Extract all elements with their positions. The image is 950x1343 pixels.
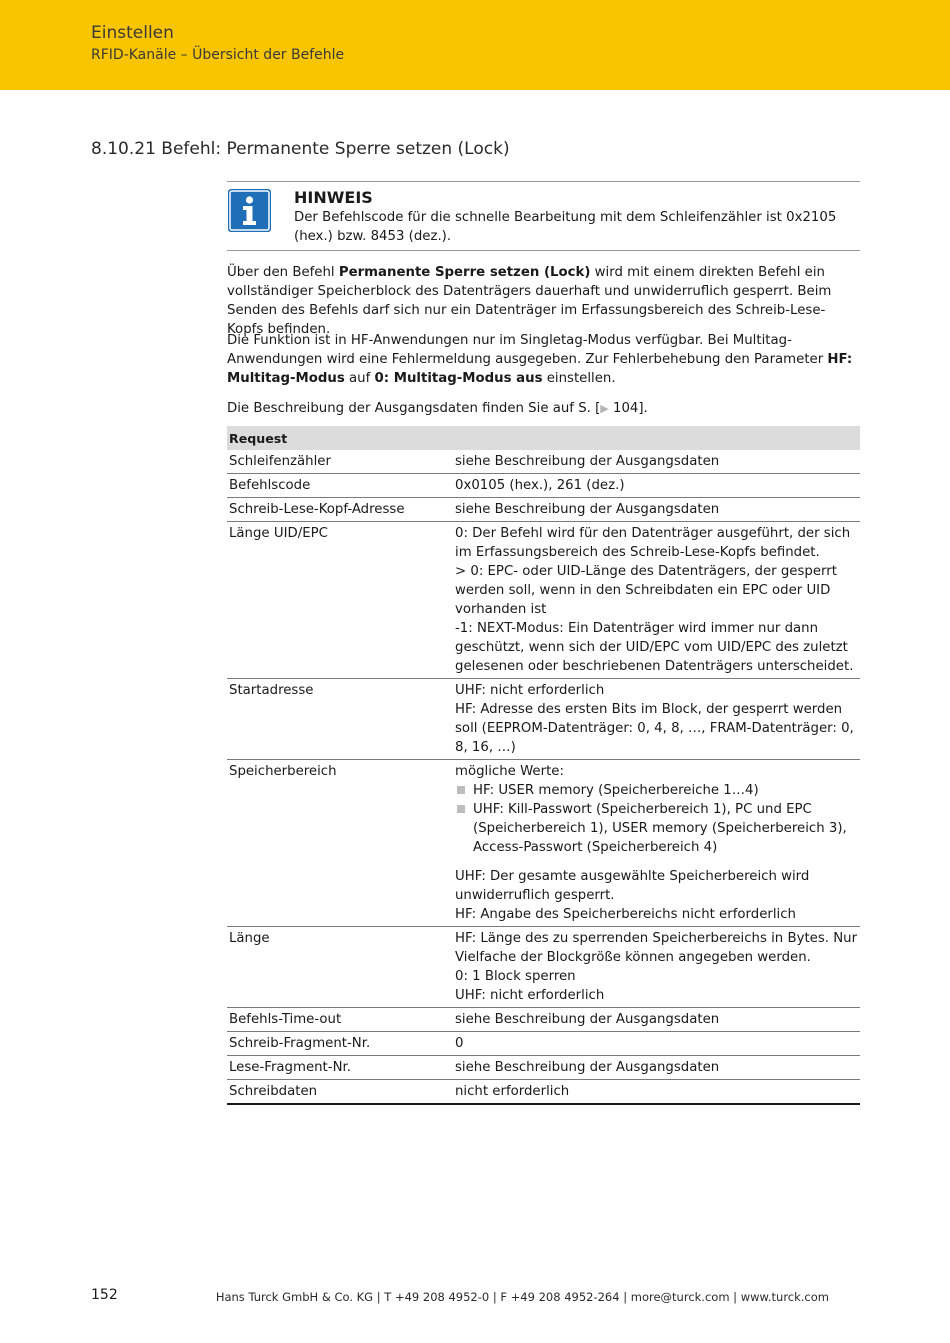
table-row [227, 1008, 860, 1032]
p2-text: Die Funktion ist in HF-Anwendungen nur im Singletag-Modus verfügbar. Bei Multitag-Anwendungen wird eine Fehlermeldung ausgegeben. Zur Fehlerbehebung den Parameter [227, 333, 828, 367]
row-value [453, 927, 860, 1008]
table-row [227, 1032, 860, 1056]
p1-text: Über den Befehl [227, 265, 339, 280]
p1-text-end: wird mit einem direkten Befehl ein vollständiger Speicherblock des Datenträgers dauerhaft und unwiderruflich gesperrt. Beim Senden des Befehls darf sich nur ein Datenträger im Erfassungsbereich des Schreib-Lese-Kopfs befinden. [227, 265, 832, 337]
list-item: UHF: Kill-Passwort (Speicherbereich 1), PC und EPC (Speicherbereich 1), USER memory (Speicherbereich 3), Access-Passwort (Speicherbereich 4) [455, 800, 858, 857]
row-key: Speicherbereich [227, 760, 453, 927]
request-table [227, 426, 860, 1105]
row-value: siehe Beschreibung der Ausgangsdaten [453, 1008, 860, 1032]
row-key: Befehlscode [227, 474, 453, 498]
value-line: UHF: nicht erforderlich [455, 683, 605, 698]
row-value: siehe Beschreibung der Ausgangsdaten [453, 498, 860, 522]
value-line: -1: NEXT-Modus: Ein Datenträger wird immer nur dann geschützt, wenn sich der UID/EPC vom UID/EPC des zuletzt gelesenen oder beschriebenen Datenträgers unterscheidet. [455, 621, 854, 674]
p1-bold: Permanente Sperre setzen (Lock) [338, 265, 591, 280]
table-row [227, 760, 860, 927]
value-line: 0: Der Befehl wird für den Datenträger ausgeführt, der sich im Erfassungsbereich des Schreib-Lese-Kopfs befindet. [455, 526, 851, 560]
row-key: Befehls-Time-out [227, 1008, 453, 1032]
paragraph-1 [227, 263, 860, 339]
row-value [453, 760, 860, 927]
table-row [227, 474, 860, 498]
table-row [227, 927, 860, 1008]
row-value: 0x0105 (hex.), 261 (dez.) [453, 474, 860, 498]
row-value: 0 [453, 1032, 860, 1056]
footer-company-info: Hans Turck GmbH & Co. KG | T +49 208 4952-0 | F +49 208 4952-264 | more@turck.com | www.turck.com [215, 1290, 829, 1304]
value-options-list [455, 781, 858, 857]
row-key: Länge UID/EPC [227, 522, 453, 679]
table-row [227, 450, 860, 474]
p2-bold-value: 0: Multitag-Modus aus [374, 371, 543, 386]
row-key: Schleifenzähler [227, 450, 453, 474]
page-link-arrow-icon[interactable]: ▶ [600, 402, 609, 415]
value-line: HF: Angabe des Speicherbereichs nicht erforderlich [455, 907, 796, 922]
value-line: UHF: nicht erforderlich [455, 988, 605, 1003]
section-heading: 8.10.21 Befehl: Permanente Sperre setzen (Lock) [91, 139, 510, 159]
info-icon [228, 189, 271, 232]
page-number: 152 [91, 1287, 118, 1303]
value-intro: mögliche Werte: [455, 764, 564, 779]
paragraph-2 [227, 331, 860, 388]
p2-text-mid: auf [344, 371, 375, 386]
table-row [227, 1056, 860, 1080]
table-row [227, 498, 860, 522]
notice-title: HINWEIS [294, 188, 373, 207]
row-value: nicht erforderlich [453, 1080, 860, 1105]
row-value [453, 679, 860, 760]
table-row [227, 679, 860, 760]
row-key: Lese-Fragment-Nr. [227, 1056, 453, 1080]
value-line: > 0: EPC- oder UID-Länge des Datenträgers, der gesperrt werden soll, wenn in den Schreibdaten ein EPC oder UID vorhanden ist [455, 564, 837, 617]
row-key: Startadresse [227, 679, 453, 760]
section-subtitle: RFID-Kanäle – Übersicht der Befehle [91, 47, 345, 63]
table-row [227, 1080, 860, 1105]
value-line: UHF: Der gesamte ausgewählte Speicherbereich wird unwiderruflich gesperrt. [455, 869, 810, 903]
p3-text: Die Beschreibung der Ausgangsdaten finden Sie auf S. [ [227, 401, 601, 416]
row-key: Schreib-Fragment-Nr. [227, 1032, 453, 1056]
value-line: HF: Adresse des ersten Bits im Block, der gesperrt werden soll (EEPROM-Datenträger: 0, 4, 8, …, FRAM-Datenträger: 0, 8, 16, …) [455, 702, 854, 755]
value-line: HF: Länge des zu sperrenden Speicherbereichs in Bytes. Nur Vielfache der Blockgröße können angegeben werden. [455, 931, 858, 965]
row-key: Länge [227, 927, 453, 1008]
notice-box [227, 181, 860, 251]
row-value [453, 522, 860, 679]
value-line: 0: 1 Block sperren [455, 969, 576, 984]
page-reference-link[interactable]: 104]. [608, 401, 648, 416]
paragraph-3 [227, 399, 860, 418]
p2-bold-parameter: HF: Multitag-Modus [227, 352, 853, 386]
table-row [227, 522, 860, 679]
row-key: Schreib-Lese-Kopf-Adresse [227, 498, 453, 522]
list-item: HF: USER memory (Speicherbereiche 1…4) [455, 781, 858, 800]
row-value: siehe Beschreibung der Ausgangsdaten [453, 450, 860, 474]
p2-text-end: einstellen. [542, 371, 616, 386]
table-header: Request [227, 426, 860, 450]
row-value: siehe Beschreibung der Ausgangsdaten [453, 1056, 860, 1080]
notice-text: Der Befehlscode für die schnelle Bearbeitung mit dem Schleifenzähler ist 0x2105 (hex.) bzw. 8453 (dez.). [294, 210, 837, 244]
page-header [0, 0, 950, 90]
chapter-title: Einstellen [91, 23, 174, 43]
row-key: Schreibdaten [227, 1080, 453, 1105]
